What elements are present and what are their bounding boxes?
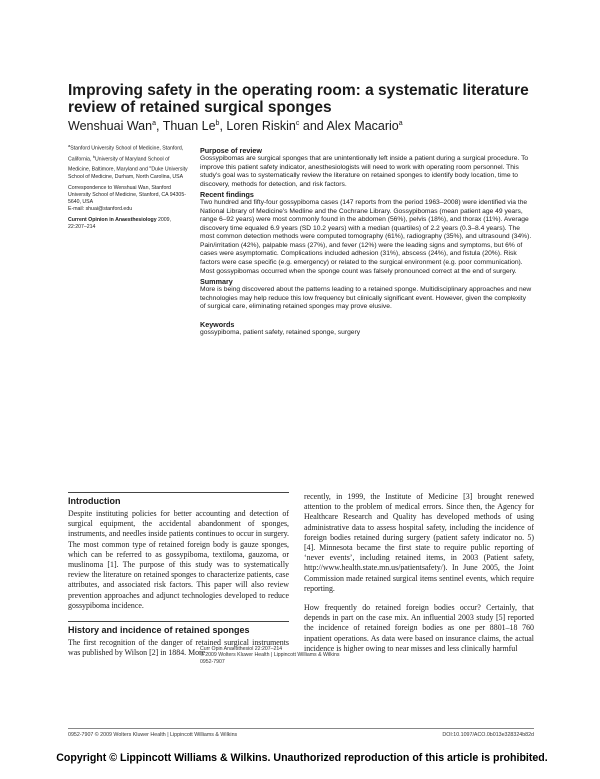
author-name: Loren Riskin: [226, 119, 296, 134]
affiliations-block: [68, 142, 188, 235]
purpose-heading: Purpose of review: [200, 146, 262, 155]
section-divider: [68, 621, 289, 622]
correspondence: [68, 185, 188, 213]
history-text: The first recognition of the danger of retained surgical instruments was published by Wilson [2] in 1884. More: [68, 638, 289, 658]
affiliation-c: Duke University School of Medicine, Durham, North Carolina, USA: [68, 167, 188, 181]
author-separator: ,: [219, 119, 227, 134]
affiliation-mark: a: [68, 143, 71, 148]
author-separator: and: [299, 119, 327, 134]
intro-text: Despite instituting policies for better accounting and detection of surgical equipment, the accidental abandonment of sponges, instruments, and needles inside patients continues to occur in surgery. The most common type of retained foreign body is gauze sponges, which can be referred to as gossypiboma, textiloma, gauzoma, or muslinoma [1]. The purpose of this study was to systematically review the literature on retained sponges to characterize patients, case attributes, and associated risk factors. This paper will also review prevention approaches and adjunct technologies developed to reduce gossypiboma incidence.: [68, 509, 289, 610]
journal-line: © 2009 Wolters Kluwer Health | Lippincott Williams & Wilkins: [200, 652, 340, 659]
abstract: [200, 146, 533, 338]
author-list: [68, 117, 538, 133]
author-affiliation-mark: b: [215, 120, 220, 127]
journal-ref: 2009, 22:207–214: [68, 217, 172, 231]
keywords-heading: Keywords: [200, 319, 235, 329]
correspondence-text: Correspondence to Wenshuai Wan, Stanford University School of Medicine, Stanford, CA 94305-5640, USA: [68, 185, 186, 206]
author-name: Alex Macario: [326, 119, 399, 134]
affiliations-text: [68, 142, 188, 181]
affiliation-a: Stanford University School of Medicine, Stanford, California,: [68, 145, 184, 163]
affiliation-b: University of Maryland School of Medicine, Baltimore, Maryland and: [68, 156, 170, 174]
journal-name: Current Opinion in Anaesthesiology: [68, 217, 157, 224]
correspondence-email[interactable]: E-mail: shuai@stanford.edu: [68, 206, 133, 213]
intro-heading: Introduction: [68, 496, 121, 506]
footer-doi[interactable]: DOI:10.1097/ACO.0b013e328324b82d: [442, 732, 534, 738]
author-name: Thuan Le: [162, 119, 216, 134]
author-name: Wenshuai Wan: [68, 119, 153, 134]
journal-line: Curr Opin Anaesthesiol 22:207–214: [200, 646, 283, 652]
body-left-column: [68, 492, 289, 658]
author-affiliation-mark: c: [295, 120, 300, 127]
author-affiliation-mark: a: [398, 120, 403, 127]
footer-divider: [68, 728, 534, 729]
history-heading: History and incidence of retained sponges: [68, 625, 250, 636]
affiliation-mark: c: [149, 164, 152, 170]
keywords-text: gossypiboma, patient safety, retained sponge, surgery: [200, 328, 361, 336]
right-paragraph: recently, in 1999, the Institute of Medicine [3] brought renewed attention to the problem of medical errors. Since then, the Agency for Healthcare Research and Quality has developed methods of using administrative data to assess hospital safety, including the incidence of foreign bodies retained during surgery (patient safety indicator no. 5) [4]. Minnesota became the first state to require public reporting of ‘never events’, including retained items, in 2003 (Patient safety, http://www.health.state.mn.us/patientsafety/). In June 2005, the Joint Commission made retained surgical items sentinel events, which require reporting.: [304, 492, 534, 593]
summary-heading: Summary: [200, 277, 233, 287]
summary-text: More is being discovered about the patterns leading to a retained sponge. Multidisciplinary approaches and new technologies may help reduce this low frequency but clinically significant event. However, given the complexity of surgical care, eliminating retained sponges may prove elusive.: [200, 286, 532, 311]
journal-citation: [68, 217, 188, 231]
body-right-column: [304, 492, 534, 654]
affiliation-mark: b: [92, 153, 96, 159]
article-title: Improving safety in the operating room: a systematic literature review of retained surgical sponges: [68, 82, 529, 116]
author-affiliation-mark: a: [152, 120, 156, 127]
purpose-text: Gossypibomas are surgical sponges that are unintentionally left inside a patient during a surgical procedure. To improve this patient safety indicator, anesthesiologists will need to work with operating room personnel. This study's goal was to systematically review the literature on retained sponges to identify body location, time to discovery, methods for detection, and risk factors.: [200, 155, 529, 188]
author-separator: ,: [155, 119, 163, 134]
findings-text: Two hundred and fifty-four gossypiboma cases (147 reports from the period 1963–2008) were identified via the National Library of Medicine's Medline and the Cochrane Library. Gossypibomas (mean patient age 49 years, range 6–92 years) were most commonly found in the abdomen (56%), pelvis (18%), and thorax (11%). Average discovery time equaled 6.9 years (SD 10.2 years) with a median (quartiles) of 2.2 years (0.3–8.4 years). The most common detection methods were computed tomography (61%), radiography (35%), and ultrasound (34%). Pain/irritation (42%), palpable mass (27%), and fever (12%) were the leading signs and symptoms, but 6% of cases were asymptomatic. Complications included adhesion (31%), abscess (24%), and fistula (20%). Risk factors were case specific (e.g. emergency) or related to the surgical environment (e.g. poor communication). Most gossypibomas occurred when the sponge count was falsely pronounced correct at the end of surgery.: [200, 199, 532, 275]
footer-issn: 0952-7907 © 2009 Wolters Kluwer Health | Lippincott Williams & Wilkins: [68, 732, 238, 738]
journal-line: 0952-7907: [200, 658, 225, 665]
section-divider: [68, 492, 289, 493]
right-paragraph: How frequently do retained foreign bodies occur? Certainly, that depends in part on the case mix. An influential 2003 study [5] reported the incidence of retained foreign bodies as one per 8801–18 760 inpatient operations. As data were based on insurance claims, the actual incidence is higher owing to near misses and less clinically harmful: [304, 603, 534, 653]
copyright-notice: Copyright © Lippincott Williams & Wilkins. Unauthorized reproduction of this article is prohibited.: [56, 752, 548, 764]
findings-heading: Recent findings: [200, 190, 254, 200]
